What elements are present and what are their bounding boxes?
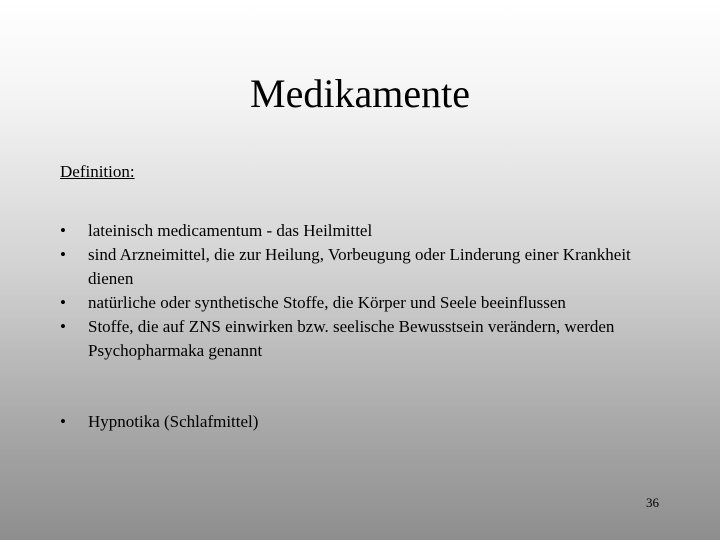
bullet-item [60,243,670,291]
bullet-text: lateinisch medicamentum - das Heilmittel [88,221,373,240]
bullet-text: Hypnotika (Schlafmittel) [88,412,259,431]
bullet-text: natürliche oder synthetische Stoffe, die Körper und Seele beeinflussen [88,293,566,312]
bullet-dot-icon: • [60,245,66,264]
bullet-dot-icon: • [60,317,66,336]
definition-bullet-list [60,219,670,363]
page-number: 36 [646,495,659,510]
bullet-item [60,410,670,434]
bullet-item [60,291,670,315]
bullet-text: sind Arzneimittel, die zur Heilung, Vorbeugung oder Linderung einer Krankheit dienen [88,245,631,288]
bullet-item [60,315,670,363]
definition-label: Definition: [60,162,135,181]
bullet-dot-icon: • [60,293,66,312]
bullet-dot-icon: • [60,412,66,431]
bullet-dot-icon: • [60,221,66,240]
bullet-text: Stoffe, die auf ZNS einwirken bzw. seelische Bewusstsein verändern, werden Psychopharmaka genannt [88,317,615,360]
extra-bullet-list [60,410,670,434]
slide-title: Medikamente [250,71,470,116]
bullet-item [60,219,670,243]
